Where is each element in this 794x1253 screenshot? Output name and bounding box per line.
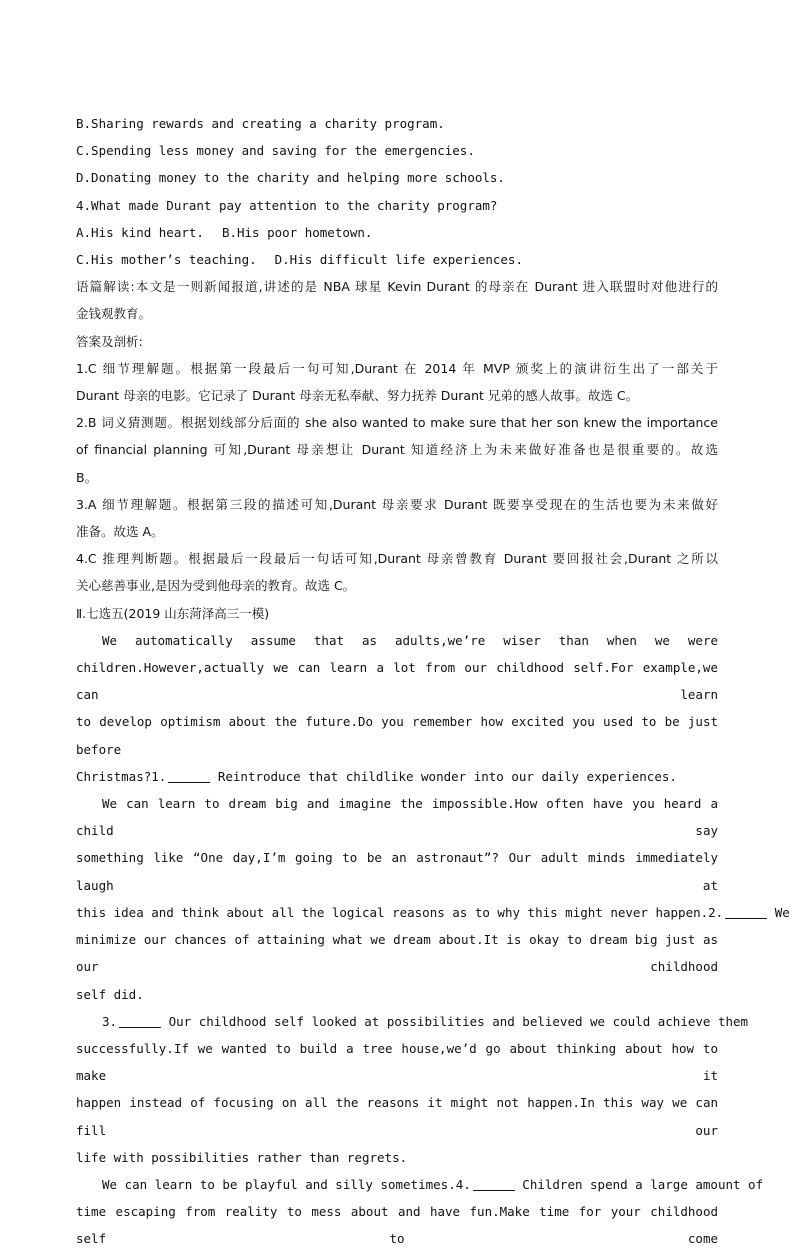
answer-4-line-1: 4.C 推理判断题。根据最后一段最后一句话可知,Durant 母亲曾教育 Durant 要回报社会,Durant 之所以: [76, 551, 718, 567]
q3-option-b: B.Sharing rewards and creating a charity program.: [76, 116, 445, 131]
answer-blank-2[interactable]: [725, 904, 767, 919]
section-2-heading: Ⅱ.七选五(2019 山东菏泽高三一模): [76, 605, 270, 621]
passage-p3-line-3: happen instead of focusing on all the reasons it might not happen.In this way we can fill our: [76, 1095, 718, 1138]
passage-p2-line-5: self did.: [76, 986, 144, 1002]
passage-p2-line-4: minimize our chances of attaining what we dream about.It is okay to dream big just as our childhood: [76, 932, 718, 975]
passage-p2-line-2: something like “One day,I’m going to be an astronaut”? Our adult minds immediately laugh at: [76, 850, 718, 893]
q4-option-c: C.His mother’s teaching.: [76, 252, 257, 268]
q4-option-b: B.His poor hometown.: [221, 224, 373, 240]
passage-p1-line-3: to develop optimism about the future.Do you remember how excited you used to be just before: [76, 714, 718, 757]
answer-1-line-1: 1.C 细节理解题。根据第一段最后一句可知,Durant 在 2014 年 MVP 颁奖上的演讲衍生出了一部关于: [76, 360, 718, 376]
q4-question: 4.What made Durant pay attention to the charity program?: [76, 197, 498, 213]
answer-3-line-2: 准备。故选 A。: [76, 524, 164, 540]
answer-blank-3[interactable]: [119, 1013, 161, 1028]
passage-p3-line-4: life with possibilities rather than regrets.: [76, 1149, 408, 1165]
passage-p2-line-3: this idea and think about all the logical reasons as to why this might never happen.2. We: [76, 904, 790, 920]
answer-2-line-2: of financial planning 可知,Durant 母亲想让 Durant 知道经济上为未来做好准备也是很重要的。故选: [76, 442, 718, 458]
passage-p3-line-2: successfully.If we wanted to build a tree house,we’d go about thinking about how to make it: [76, 1040, 718, 1084]
q4-option-d: D.His difficult life experiences.: [274, 252, 523, 268]
answer-4-line-2: 关心慈善事业,是因为受到他母亲的教育。故选 C。: [76, 578, 356, 594]
q3-option-c: C.Spending less money and saving for the emergencies.: [76, 143, 475, 159]
answer-blank-4[interactable]: [473, 1176, 515, 1191]
passage-p1-line-2: children.However,actually we can learn a lot from our childhood self.For example,we can learn: [76, 660, 718, 703]
passage-p4-line-1: We can learn to be playful and silly sometimes.4. Children spend a large amount of: [102, 1176, 764, 1192]
answer-2-line-1: 2.B 词义猜测题。根据划线部分后面的 she also wanted to make sure that her son knew the importance: [76, 415, 718, 431]
answer-blank-1[interactable]: [168, 768, 210, 783]
interpretation-line-1: 语篇解读:本文是一则新闻报道,讲述的是 NBA 球星 Kevin Durant 的母亲在 Durant 进入联盟时对他进行的: [76, 279, 718, 295]
q4-option-a: A.His kind heart.: [76, 224, 204, 240]
passage-p1-line-4: Christmas?1. Reintroduce that childlike wonder into our daily experiences.: [76, 768, 677, 784]
passage-p4-line-2: time escaping from reality to mess about and have fun.Make time for your childhood self to come: [76, 1204, 718, 1247]
passage-p3-line-1: 3. Our childhood self looked at possibilities and believed we could achieve them: [102, 1013, 749, 1029]
answer-1-line-2: Durant 母亲的电影。它记录了 Durant 母亲无私奉献、努力抚养 Durant 兄弟的感人故事。故选 C。: [76, 388, 639, 404]
q3-option-d: D.Donating money to the charity and helping more schools.: [76, 170, 505, 186]
answers-heading: 答案及剖析:: [76, 333, 143, 349]
interpretation-line-2: 金钱观教育。: [76, 306, 152, 322]
document-page: [76, 110, 790, 1253]
q4-options-ab: [76, 219, 718, 246]
q4-options-cd: [76, 246, 718, 273]
passage-p1-line-1: We automatically assume that as adults,we’re wiser than when we were: [102, 632, 718, 648]
answer-3-line-1: 3.A 细节理解题。根据第三段的描述可知,Durant 母亲要求 Durant 既要享受现在的生活也要为未来做好: [76, 496, 718, 512]
passage-p2-line-1: We can learn to dream big and imagine the impossible.How often have you heard a child say: [76, 796, 718, 839]
answer-2-line-3: B。: [76, 469, 98, 485]
